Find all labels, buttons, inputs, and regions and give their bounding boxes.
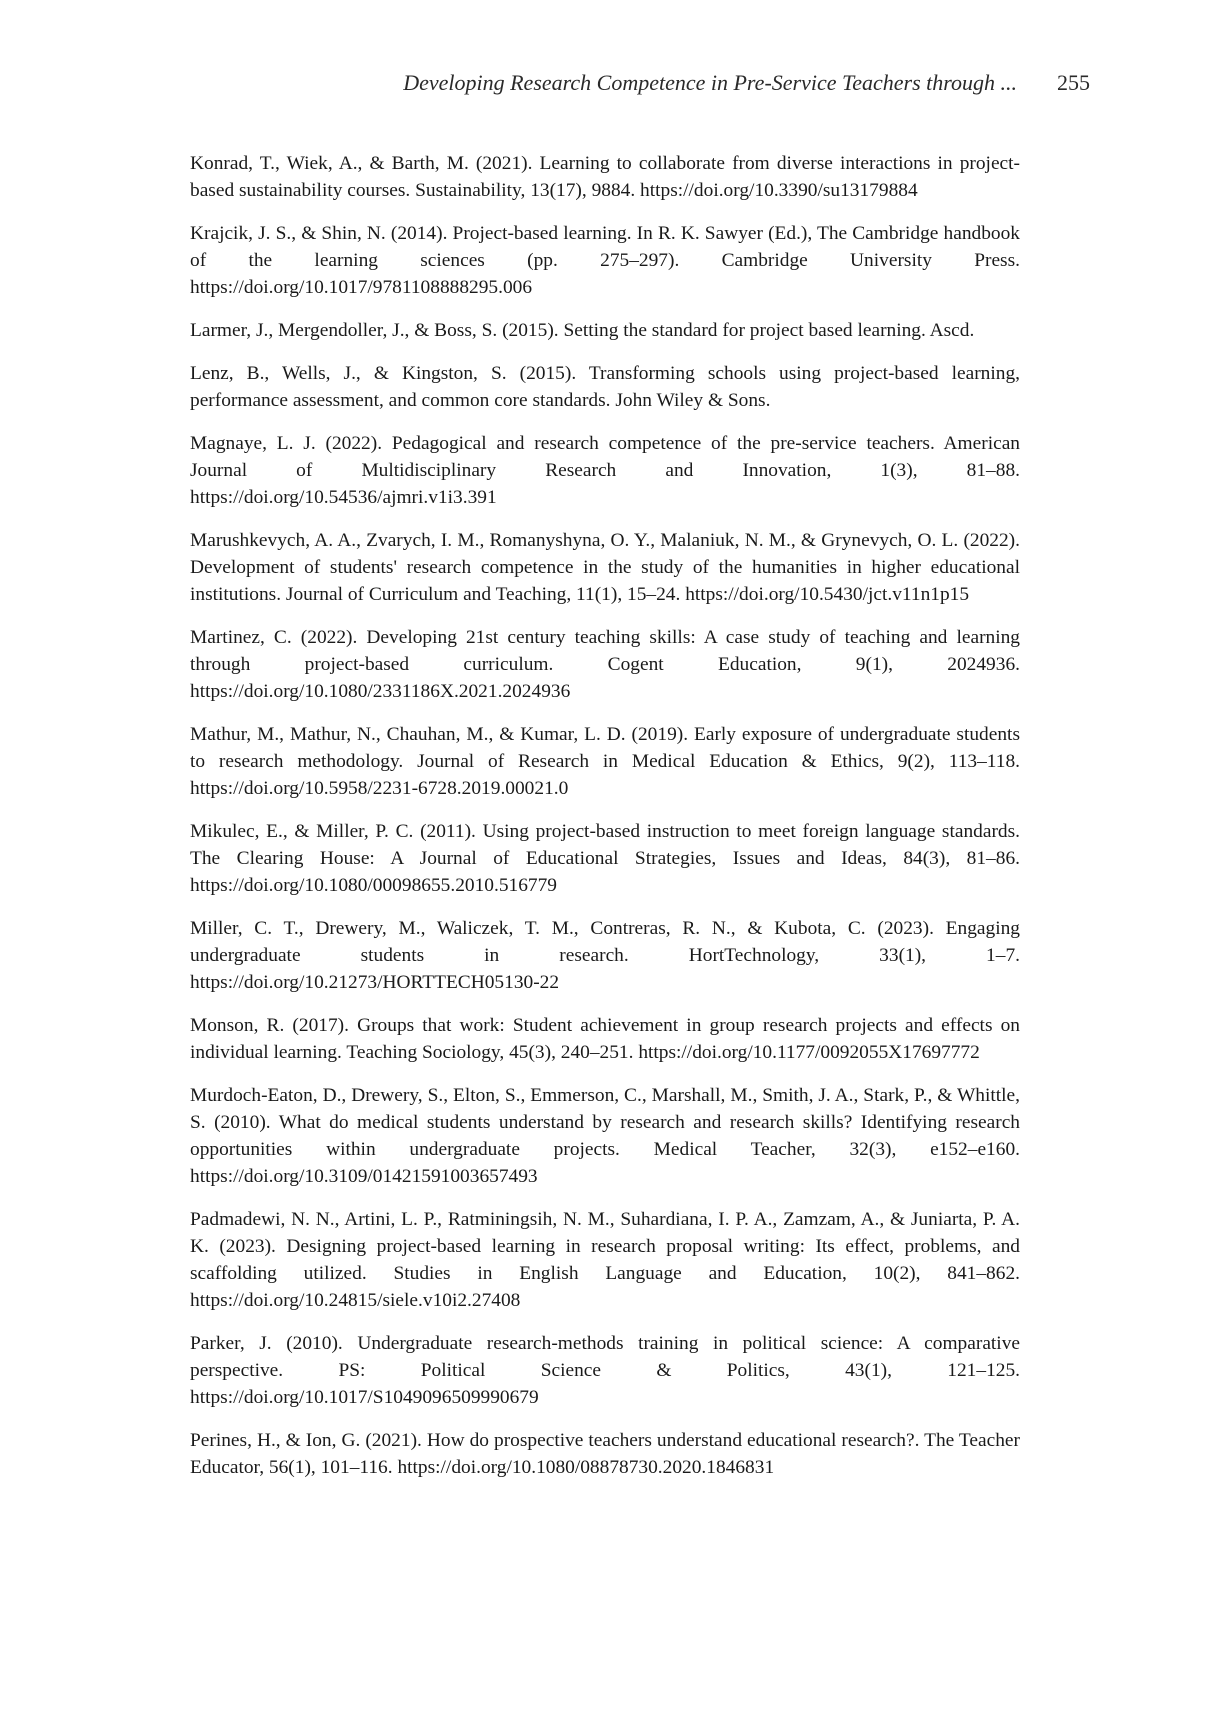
reference-entry: Monson, R. (2017). Groups that work: Student achievement in group research projects and effects on individual learning. Teaching Sociology, 45(3), 240–251. https://doi.org/10.1177/0092055X17697772 [190,1015,1020,1063]
reference-entry: Marushkevych, A. A., Zvarych, I. M., Romanyshyna, O. Y., Malaniuk, N. M., & Grynevych, O. L. (2022). Development of students' research competence in the study of the humanities in higher educational institutions. Journal of Curriculum and Teaching, 11(1), 15–24. https://doi.org/10.5430/jct.v11n1p15 [190,530,1020,605]
reference-entry: Krajcik, J. S., & Shin, N. (2014). Project-based learning. In R. K. Sawyer (Ed.), The Cambridge handbook of the learning sciences (pp. 275–297). Cambridge University Press. https://doi.org/10.1017/9781108888295.006 [190,223,1020,298]
running-title: Developing Research Competence in Pre-Service Teachers through ... [403,70,1017,95]
reference-entry: Magnaye, L. J. (2022). Pedagogical and research competence of the pre-service teachers. American Journal of Multidisciplinary Research and Innovation, 1(3), 81–88. https://doi.org/10.54536/ajmri.v1i3.391 [190,433,1020,508]
reference-entry: Miller, C. T., Drewery, M., Waliczek, T. M., Contreras, R. N., & Kubota, C. (2023). Engaging undergraduate students in research. HortTechnology, 33(1), 1–7. https://doi.org/10.21273/HORTTECH05130-22 [190,918,1020,993]
reference-entry: Mikulec, E., & Miller, P. C. (2011). Using project-based instruction to meet foreign language standards. The Clearing House: A Journal of Educational Strategies, Issues and Ideas, 84(3), 81–86. https://doi.org/10.1080/00098655.2010.516779 [190,821,1020,896]
page-number: 255 [1057,70,1090,95]
running-head [190,70,1090,104]
reference-entry: Parker, J. (2010). Undergraduate research-methods training in political science: A comparative perspective. PS: Political Science & Politics, 43(1), 121–125. https://doi.org/10.1017/S1049096509990679 [190,1333,1020,1408]
reference-entry: Murdoch-Eaton, D., Drewery, S., Elton, S., Emmerson, C., Marshall, M., Smith, J. A., Stark, P., & Whittle, S. (2010). What do medical students understand by research and research skills? Identifying research opportunities within undergraduate projects. Medical Teacher, 32(3), e152–e160. https://doi.org/10.3109/01421591003657493 [190,1085,1020,1187]
reference-entry: Martinez, C. (2022). Developing 21st century teaching skills: A case study of teaching and learning through project-based curriculum. Cogent Education, 9(1), 2024936. https://doi.org/10.1080/2331186X.2021.2024936 [190,627,1020,702]
reference-entry: Konrad, T., Wiek, A., & Barth, M. (2021). Learning to collaborate from diverse interactions in project-based sustainability courses. Sustainability, 13(17), 9884. https://doi.org/10.3390/su13179884 [190,153,1020,201]
reference-entry: Mathur, M., Mathur, N., Chauhan, M., & Kumar, L. D. (2019). Early exposure of undergraduate students to research methodology. Journal of Research in Medical Education & Ethics, 9(2), 113–118. https://doi.org/10.5958/2231-6728.2019.00021.0 [190,724,1020,799]
reference-entry: Lenz, B., Wells, J., & Kingston, S. (2015). Transforming schools using project-based learning, performance assessment, and common core standards. John Wiley & Sons. [190,363,1020,411]
reference-entry: Larmer, J., Mergendoller, J., & Boss, S. (2015). Setting the standard for project based learning. Ascd. [190,320,975,341]
reference-entry: Padmadewi, N. N., Artini, L. P., Ratminingsih, N. M., Suhardiana, I. P. A., Zamzam, A., & Juniarta, P. A. K. (2023). Designing project-based learning in research proposal writing: Its effect, problems, and scaffolding utilized. Studies in English Language and Education, 10(2), 841–862. https://doi.org/10.24815/siele.v10i2.27408 [190,1209,1020,1311]
reference-list [190,150,1020,1497]
reference-entry: Perines, H., & Ion, G. (2021). How do prospective teachers understand educational research?. The Teacher Educator, 56(1), 101–116. https://doi.org/10.1080/08878730.2020.1846831 [190,1430,1020,1478]
